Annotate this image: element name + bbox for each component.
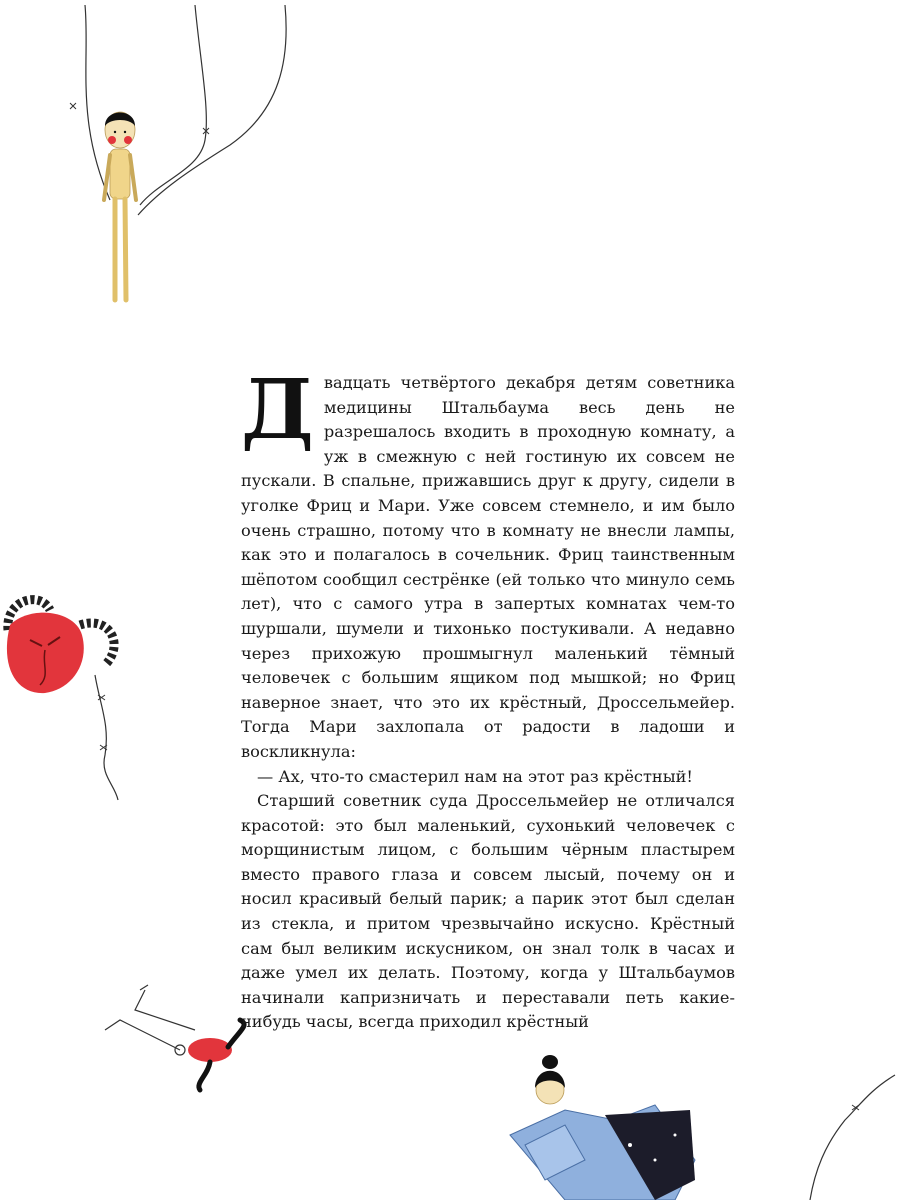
story-text	[241, 362, 735, 1035]
ram-mask-illustration	[0, 585, 130, 805]
red-puppet-illustration	[100, 985, 260, 1105]
puppet-doll-illustration	[60, 0, 310, 310]
paragraph-1	[241, 362, 735, 765]
paragraph-2: — Ах, что-то смастерил нам на этот раз крёстный!	[257, 766, 693, 786]
kimono-doll-illustration	[505, 1050, 705, 1200]
paragraph-1-text: вадцать четвёртого декабря детям советника медицины Штальбаума весь день не разрешалось входить в проходную комнату, а уж в смежную с ней гостиную их совсем не пускали. В спальне, прижавшись друг к другу, сидели в уголке Фриц и Мари. Уже совсем стемнело, и им было очень страшно, потому что в комнату не внесли лампы, как это и полагалось в сочельник. Фриц таинственным шёпотом сообщил сестрёнке (ей только что минуло семь лет), что с самого утра в запертых комнатах чем-то шуршали, шумели и тихонько постукивали. А недавно через прихожую прошмыгнул маленький тёмный человечек с большим ящиком под мышкой; но Фриц наверное знает, что это их крёстный, Дроссельмейер. Тогда Мари захлопала от радости в ладоши и воскликнула:	[241, 373, 735, 761]
string-illustration	[790, 1070, 900, 1200]
paragraph-3: Старший советник суда Дроссельмейер не отличался красотой: это был маленький, сухонький человечек с морщинистым лицом, с большим чёрным пластырем вместо правого глаза и совсем лысый, почему он и носил красивый белый парик; а парик этот был сделан из стекла, и притом чрезвычайно искусно. Крёстный сам был великим искусником, он знал толк в часах и даже умел их делать. Поэтому, когда у Штальбаумов начинали капризничать и переставали петь какие-нибудь часы, всегда приходил крёстный	[241, 791, 735, 1032]
drop-cap: Д	[241, 362, 314, 458]
